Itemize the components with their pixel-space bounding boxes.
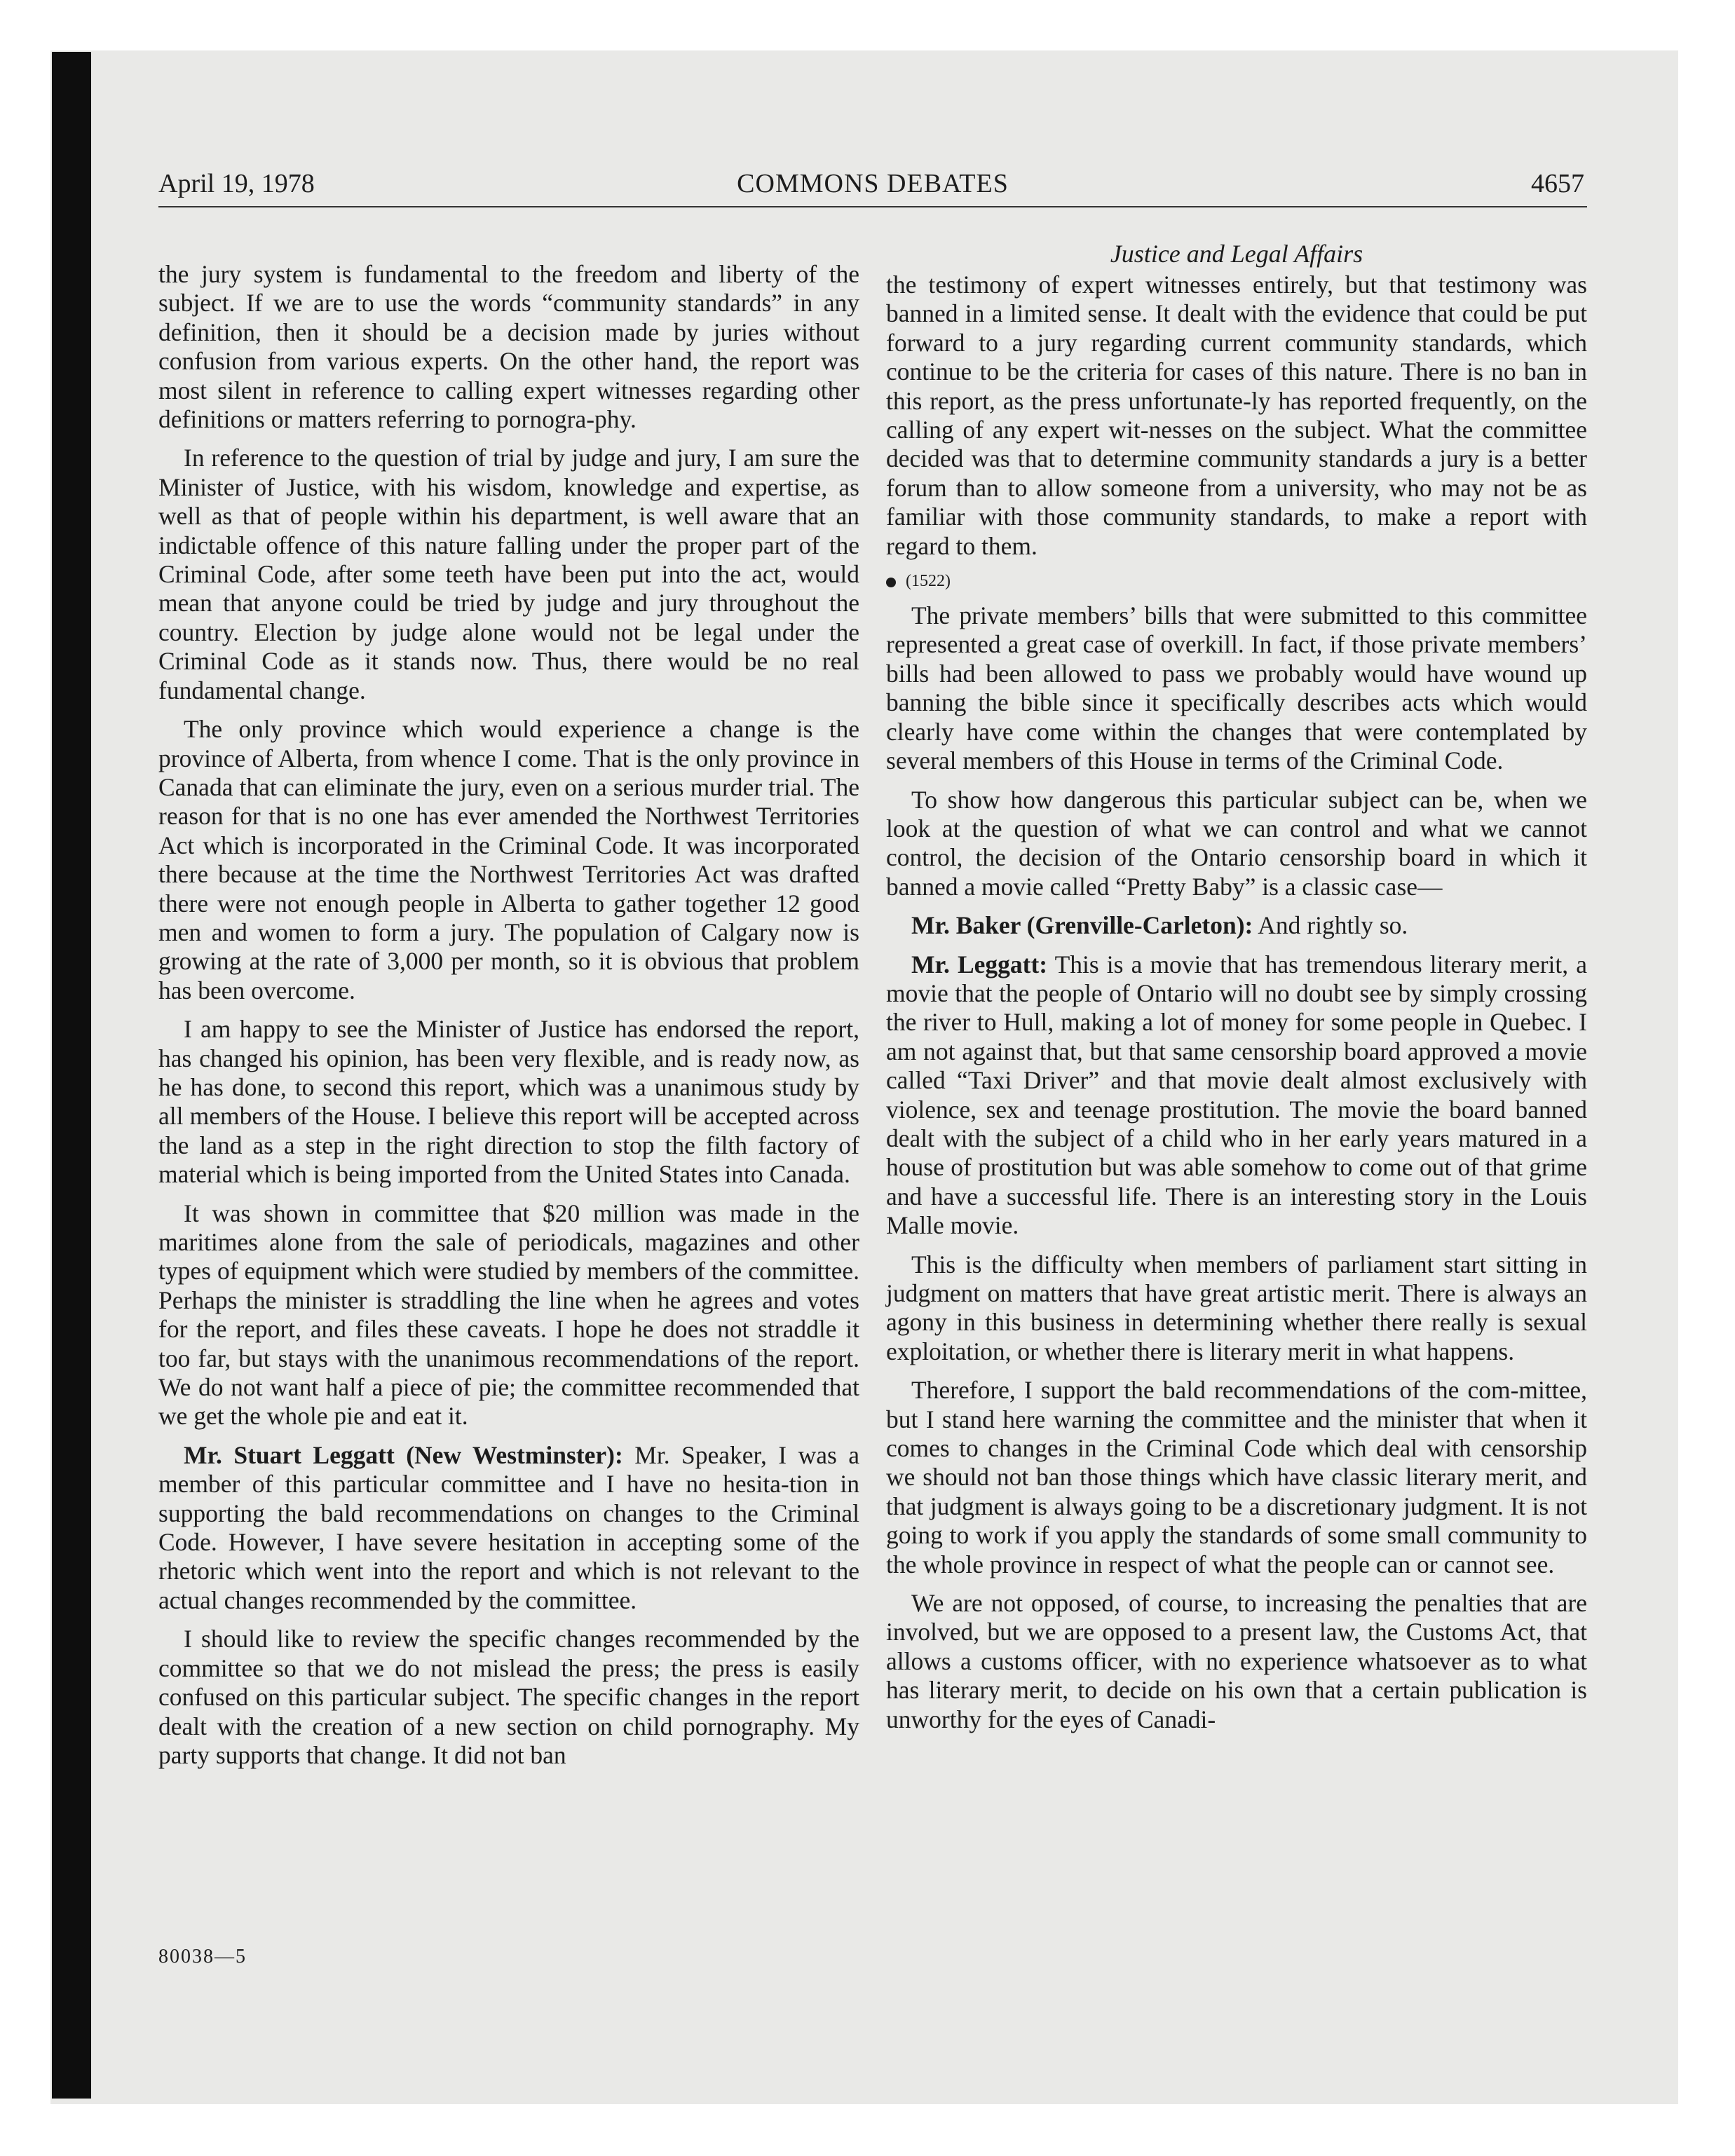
- speech-paragraph: [886, 911, 1587, 940]
- speaker-name: Mr. Leggatt:: [911, 950, 1048, 978]
- speech-paragraph: [158, 1441, 859, 1615]
- paragraph: I am happy to see the Minister of Justice has endorsed the report, has changed his opinion, has been very flexible, and is ready now, as he has done, to second this report, which was a unanimous study by all members of the House. I believe this report will be accepted across the land as a step in the right direction to stop the filth factory of material which is being imported from the United States into Canada.: [158, 1015, 859, 1189]
- paragraph: The private members’ bills that were submitted to this committee represented a great case of overkill. In fact, if those private members’ bills had been allowed to pass we probably would have wound up banning the bible since it specifically describes acts which would clearly have come within the changes that were contemplated by several members of this House in terms of the Criminal Code.: [886, 601, 1587, 775]
- paragraph: Therefore, I support the bald recommendations of the com-mittee, but I stand here warning the committee and the minister that when it comes to changes in the Criminal Code which deal with censorship we should not ban those things which have classic literary merit, and that judgment is always going to be a discretionary judgment. It is not going to work if you apply the standards of some small community to the whole province in respect of what the people can or cannot see.: [886, 1376, 1587, 1578]
- speaker-name: Mr. Stuart Leggatt (New Westminster):: [184, 1440, 623, 1469]
- paragraph: the jury system is fundamental to the freedom and liberty of the subject. If we are to use the words “community standards” in any definition, then it should be a decision made by juries without confusion from various experts. On the other hand, the report was most silent in reference to calling expert witnesses regarding other definitions or matters referring to pornogra-phy.: [158, 260, 859, 434]
- scan-edge-shadow: [52, 52, 91, 2099]
- left-column: [158, 260, 859, 1780]
- footer-code: 80038—5: [158, 1946, 247, 1967]
- time-marker: [886, 571, 1587, 592]
- paragraph: The only province which would experience a change is the province of Alberta, from whence I come. That is the only province in Canada that can eliminate the jury, even on a serious murder trial. The reason for that is no one has ever amended the Northwest Territories Act which is incorporated in the Criminal Code. It was incorporated there because at the time the Northwest Territories Act was drafted there were not enough people in Alberta to gather together 12 good men and women to form a jury. The population of Calgary now is growing at the rate of 3,000 per month, so it is obvious that problem has been overcome.: [158, 715, 859, 1004]
- document-page: [158, 165, 1587, 2016]
- speaker-name: Mr. Baker (Grenville-Carleton):: [911, 911, 1253, 940]
- header-page-number: 4657: [1531, 169, 1584, 198]
- bullet-dot-icon: [886, 578, 896, 587]
- paragraph: It was shown in committee that $20 million was made in the maritimes alone from the sale of periodicals, magazines and other types of equipment which were studied by members of the committee. Perhaps the minister is straddling the line when he agrees and votes for the report, and files these caveats. I hope he does not straddle it too far, but stays with the unanimous recommendations of the report. We do not want half a piece of pie; the committee recommended that we get the whole pie and eat it.: [158, 1199, 859, 1431]
- paragraph: I should like to review the specific changes recommended by the committee so that we do not mislead the press; the press is easily confused on this particular subject. The specific changes in the report dealt with the creation of a new section on child pornography. My party supports that change. It did not ban: [158, 1625, 859, 1769]
- paragraph: We are not opposed, of course, to increasing the penalties that are involved, but we are opposed to a present law, the Customs Act, that allows a customs officer, with no experience whatsoever as to what has literary merit, to decide on his own that a certain publication is unworthy for the eyes of Canadi-: [886, 1589, 1587, 1733]
- paragraph: In reference to the question of trial by judge and jury, I am sure the Minister of Justice, with his wisdom, knowledge and expertise, as well as that of people within his department, is well aware that an indictable offence of this nature falling under the proper part of the Criminal Code, after some teeth have been put into the act, would mean that anyone could be tried by judge and jury throughout the country. Election by judge alone would not be legal under the Criminal Code as it stands now. Thus, there would be no real fundamental change.: [158, 444, 859, 704]
- speech-text: This is a movie that has tremendous literary merit, a movie that the people of Ontario will no doubt see by simply crossing the river to Hull, making a lot of money for some people in Quebec. I am not against that, but that same censorship board approved a movie called “Taxi Driver” and that movie dealt almost exclusively with violence, sex and teenage prostitution. The movie the board banned dealt with the subject of a child who in her early years matured in a house of prostitution but was able somehow to come out of that grime and have a successful life. There is an interesting story in the Louis Malle movie.: [886, 950, 1587, 1240]
- page-header: [158, 165, 1587, 207]
- speech-text: And rightly so.: [1253, 911, 1408, 940]
- section-heading: Justice and Legal Affairs: [1110, 240, 1363, 268]
- header-title: COMMONS DEBATES: [737, 169, 1009, 198]
- header-date: April 19, 1978: [158, 169, 315, 198]
- paragraph: the testimony of expert witnesses entirely, but that testimony was banned in a limited sense. It dealt with the evidence that could be put forward to a jury regarding current community standards, which continue to be the criteria for cases of this nature. There is no ban in this report, as the press unfortunate-ly has reported frequently, on the calling of any expert wit-nesses on the subject. What the committee decided was that to determine community standards a jury is a better forum than to allow someone from a university, who may not be as familiar with those community standards, to make a report with regard to them.: [886, 271, 1587, 560]
- right-column: [886, 240, 1587, 1744]
- speech-text: Mr. Speaker, I was a member of this particular committee and I have no hesita-tion in supporting the bald recommendations on changes to the Criminal Code. However, I have severe hesitation in accepting some of the rhetoric which went into the report and which is not relevant to the actual changes recommended by the committee.: [158, 1440, 859, 1614]
- paragraph: To show how dangerous this particular subject can be, when we look at the question of what we can control and what we cannot control, the decision of the Ontario censorship board in which it banned a movie called “Pretty Baby” is a classic case—: [886, 785, 1587, 901]
- paragraph: This is the difficulty when members of parliament start sitting in judgment on matters that have great artistic merit. There is always an agony in this business in determining whether there really is sexual exploitation, or whether there is literary merit in what happens.: [886, 1250, 1587, 1365]
- time-marker-text: (1522): [906, 572, 951, 591]
- speech-paragraph: [886, 950, 1587, 1241]
